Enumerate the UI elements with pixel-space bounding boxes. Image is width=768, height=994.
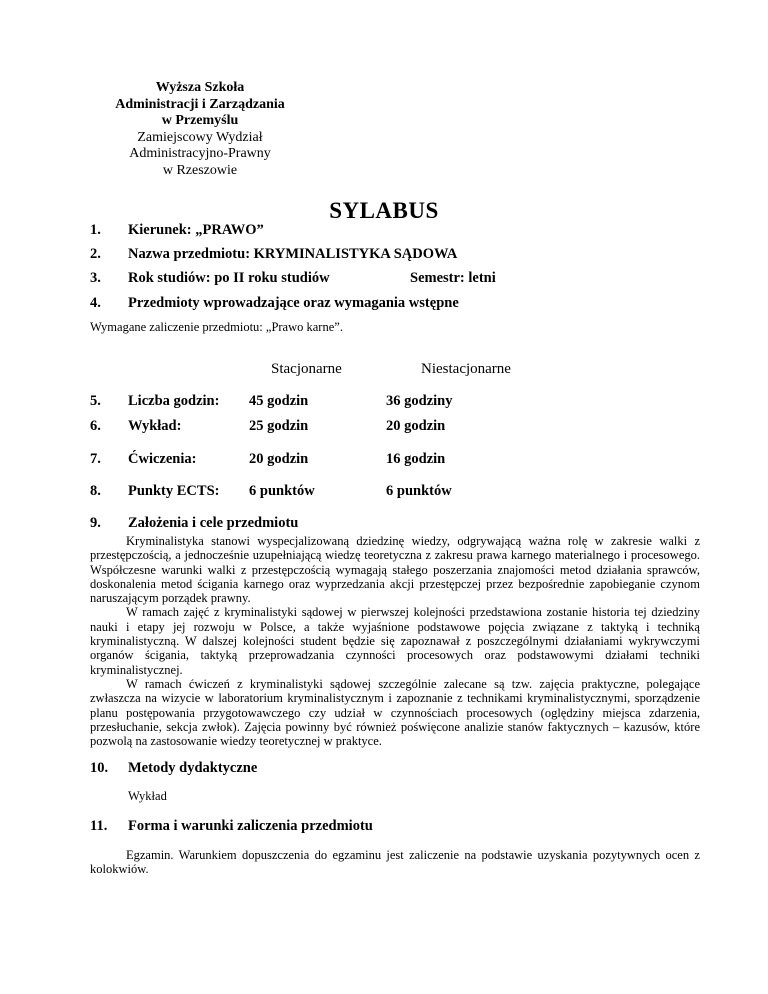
- hours-label: Ćwiczenia:: [128, 451, 197, 467]
- hours-stationary: 25 godzin: [249, 418, 309, 434]
- item-number: 2.: [90, 246, 101, 262]
- field-of-study: Kierunek: „PRAWO”: [128, 222, 264, 238]
- hours-extramural: 6 punktów: [386, 483, 452, 499]
- paragraph: Kryminalistyka stanowi wyspecjalizowaną dziedzinę wiedzy, odgrywającą ważna rolę w zakresie walki z przestępczością, a jednocześnie uzupełniającą wiedzę teoretyczna z zakresu prawa karnego materialnego i procesowego. Współczesne warunki walki z przestępczością wymagają stałego poszerzania znajomości metod działania sprawców, doskonalenia metod ścigania karnego oraz wyprzedzania akcji przestępczej przez bezpośrednie zapobieganie czynom naruszającym porządek prawny.: [90, 534, 700, 606]
- section-heading-assessment: Forma i warunki zaliczenia przedmiotu: [128, 818, 373, 834]
- hours-extramural: 36 godziny: [386, 393, 453, 409]
- paragraph: Egzamin. Warunkiem dopuszczenia do egzaminu jest zaliczenie na podstawie uzyskania pozytywnych ocen z kolokwiów.: [90, 848, 700, 877]
- section-number: 11.: [90, 818, 108, 834]
- institution-line: Wyższa Szkoła: [155, 80, 245, 95]
- institution-line: w Przemyślu: [161, 113, 239, 128]
- hours-label: Liczba godzin:: [128, 393, 220, 409]
- document-title: SYLABUS: [329, 198, 439, 223]
- item-number: 6.: [90, 418, 101, 434]
- section-heading-objectives: Założenia i cele przedmiotu: [128, 515, 299, 531]
- hours-extramural: 20 godzin: [386, 418, 446, 434]
- hours-stationary: 45 godzin: [249, 393, 309, 409]
- hours-stationary: 20 godzin: [249, 451, 309, 467]
- prerequisite-note: Wymagane zaliczenie przedmiotu: „Prawo karne”.: [90, 320, 343, 334]
- hours-label: Punkty ECTS:: [128, 483, 220, 499]
- institution-line: Administracji i Zarządzania: [115, 96, 285, 112]
- faculty-line: Administracyjno-Prawny: [129, 146, 271, 161]
- hours-label: Wykład:: [128, 418, 182, 434]
- section-number: 9.: [90, 515, 101, 531]
- item-number: 7.: [90, 451, 101, 467]
- methods-text: Wykład: [128, 789, 167, 803]
- column-header-extramural: Niestacjonarne: [421, 361, 511, 377]
- section-heading-methods: Metody dydaktyczne: [128, 760, 258, 776]
- hours-extramural: 16 godzin: [386, 451, 446, 467]
- item-number: 8.: [90, 483, 101, 499]
- institution-header: [90, 80, 310, 179]
- assessment-text: [90, 848, 700, 877]
- objectives-text: [90, 534, 700, 748]
- paragraph: W ramach zajęć z kryminalistyki sądowej w pierwszej kolejności przedstawiona zostanie historia tej dziedziny nauki i etapy jej rozwoju w Polsce, a także wyjaśnione podstawowe pojęcia związane z taktyką i techniką kryminalistyczną. W dalszej kolejności student będzie się zapoznawał z poszczególnymi działaniami wykrywczymi organów ścigania, taktyką przeprowadzania czynności procesowych oraz podstawowymi działami techniki kryminalistycznej.: [90, 605, 700, 677]
- item-number: 1.: [90, 222, 101, 238]
- section-number: 10.: [90, 760, 109, 776]
- semester: Semestr: letni: [410, 270, 496, 286]
- item-number: 5.: [90, 393, 101, 409]
- hours-stationary: 6 punktów: [249, 483, 315, 499]
- paragraph: W ramach ćwiczeń z kryminalistyki sądowej szczególnie zalecane są tzw. zajęcia praktyczne, polegające zwłaszcza na wizycie w laboratorium kryminalistycznym i zapoznanie z technikami kryminalistycznymi, sporządzenie planu postępowania przygotowawczego czy udział w czynnościach procesowych (oględziny miejsca zdarzenia, przesłuchanie, sekcja zwłok). Zajęcia powinny być również poświęcone analizie stanów faktycznych – kazusów, które pozwolą na zastosowanie wiedzy teoretycznej w praktyce.: [90, 676, 700, 749]
- course-name: Nazwa przedmiotu: KRYMINALISTYKA SĄDOWA: [128, 246, 458, 262]
- column-header-stationary: Stacjonarne: [271, 361, 342, 377]
- prerequisites-heading: Przedmioty wprowadzające oraz wymagania wstępne: [128, 295, 459, 311]
- study-year: Rok studiów: po II roku studiów: [128, 270, 330, 286]
- item-number: 3.: [90, 270, 101, 286]
- faculty-line: w Rzeszowie: [162, 162, 238, 178]
- faculty-line: Zamiejscowy Wydział: [137, 129, 263, 145]
- item-number: 4.: [90, 295, 101, 311]
